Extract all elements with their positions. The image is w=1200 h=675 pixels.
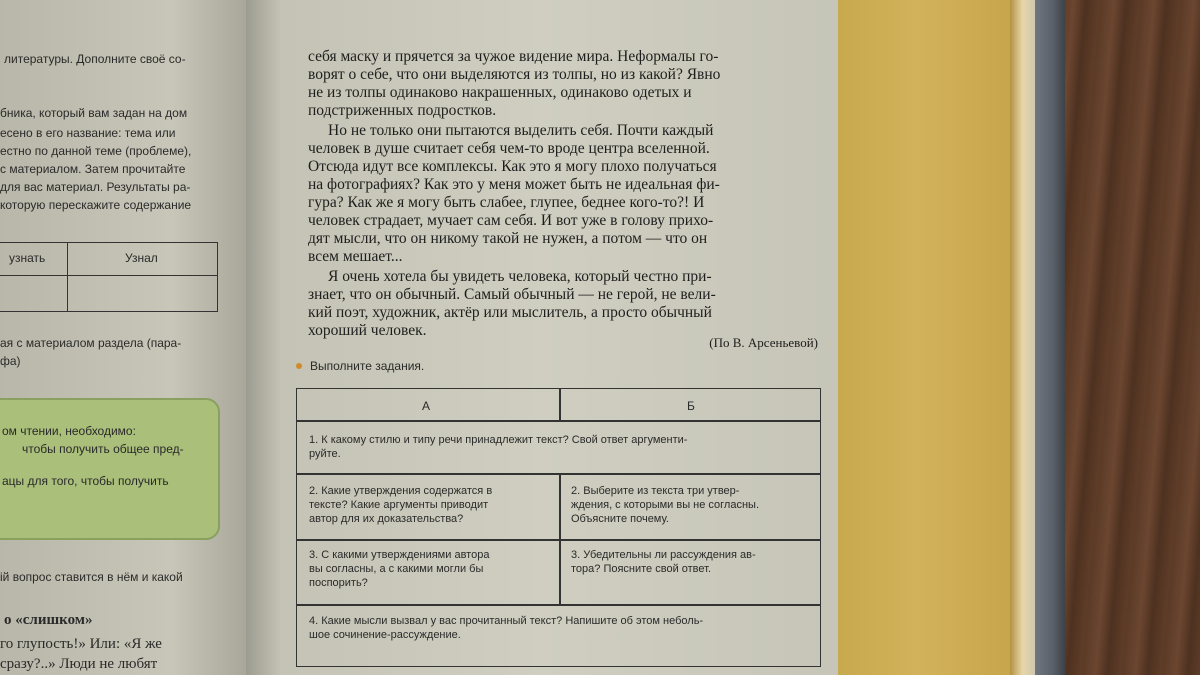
text-line: всем мешает...: [308, 248, 403, 265]
text-line: Но не только они пытаются выделить себя. Почти каждый: [328, 122, 714, 139]
task-heading: Выполните задания.: [310, 359, 425, 373]
left-line: бника, который вам задан на дом: [0, 106, 188, 120]
left-heading: о «слишком»: [4, 612, 93, 628]
text-line: Я очень хотела бы увидеть человека, который честно при-: [328, 268, 712, 285]
binder-spine: [1035, 0, 1065, 675]
column-b-header: Б: [687, 399, 695, 413]
wood-background: [1060, 0, 1200, 675]
source-note: (По В. Арсеньевой): [709, 335, 818, 350]
text-line: Отсюда идут все комплексы. Как это я могу плохо получаться: [308, 158, 717, 175]
task-3b: 3. Убедительны ли рассуждения ав- тора? Поясните свой ответ.: [571, 549, 756, 575]
left-line: есено в его название: тема или: [0, 126, 176, 140]
left-line: с материалом. Затем прочитайте: [0, 162, 186, 176]
left-line: сразу?..» Люди не любят: [0, 656, 158, 672]
left-line: для вас материал. Результаты ра-: [0, 180, 191, 194]
green-line: ом чтении, необходимо:: [2, 424, 136, 438]
left-line: естно по данной теме (проблеме),: [0, 144, 192, 158]
text-line: дят мысли, что он никому такой не нужен, а потом — что он: [308, 230, 708, 247]
left-line: фа): [0, 354, 21, 368]
book-page-edge: [1010, 0, 1035, 675]
task-2a: 2. Какие утверждения содержатся в тексте? Какие аргументы приводит автор для их доказательства?: [309, 485, 493, 525]
task-2b: 2. Выберите из текста три утвер- ждения, с которыми вы не согласны. Объясните почему.: [571, 485, 760, 525]
left-line: го глупость!» Или: «Я же: [0, 636, 162, 652]
task-3a: 3. С какими утверждениями автора вы согласны, а с какими могли бы поспорить?: [309, 549, 490, 589]
text-line: знает, что он обычный. Самый обычный — не герой, не вели-: [308, 286, 716, 303]
text-line: подстриженных подростков.: [308, 102, 497, 119]
text-line: на фотографиях? Как это у меня может быть не идеальная фи-: [308, 176, 720, 193]
text-line: гура? Как же я могу быть слабее, глупее, беднее кого-то?! И: [308, 194, 705, 211]
left-line: литературы. Дополните своё со-: [4, 52, 186, 66]
left-table-header-2: Узнал: [125, 251, 158, 265]
text-line: хороший человек.: [308, 322, 427, 339]
left-line: ая с материалом раздела (пара-: [0, 336, 182, 350]
green-line: чтобы получить общее пред-: [22, 442, 184, 456]
column-a-header: А: [422, 399, 431, 413]
left-table-header-1: узнать: [9, 251, 46, 265]
main-page: [246, 0, 838, 675]
text-line: кий поэт, художник, актёр или мыслитель, а просто обычный: [308, 304, 712, 321]
green-line: ацы для того, чтобы получить: [2, 474, 169, 488]
task-4: 4. Какие мысли вызвал у вас прочитанный текст? Напишите об этом неболь- шое сочинение-рассуждение.: [309, 615, 704, 641]
left-table: [0, 242, 218, 312]
text-line: не из толпы одинаково накрашенных, одинаково одетых и: [308, 84, 692, 101]
left-line: ій вопрос ставится в нём и какой: [0, 570, 183, 584]
yellow-book-cover: [838, 0, 1035, 675]
text-line: ворят о себе, что они выделяются из толпы, но из какой? Явно: [308, 66, 721, 83]
left-page: [0, 0, 246, 675]
green-note-box: [0, 398, 220, 540]
task-1: 1. К какому стилю и типу речи принадлежит текст? Свой ответ аргументи- руйте.: [309, 434, 688, 460]
bullet-icon: [296, 363, 302, 369]
text-line: человек страдает, мучает сам себя. И вот уже в голову прихо-: [308, 212, 714, 229]
text-line: себя маску и прячется за чужое видение мира. Неформалы го-: [308, 48, 719, 65]
text-line: человек в душе считает себя чем-то вроде центра вселенной.: [308, 140, 710, 157]
left-line: которую перескажите содержание: [0, 198, 192, 212]
task-table: [296, 388, 821, 667]
